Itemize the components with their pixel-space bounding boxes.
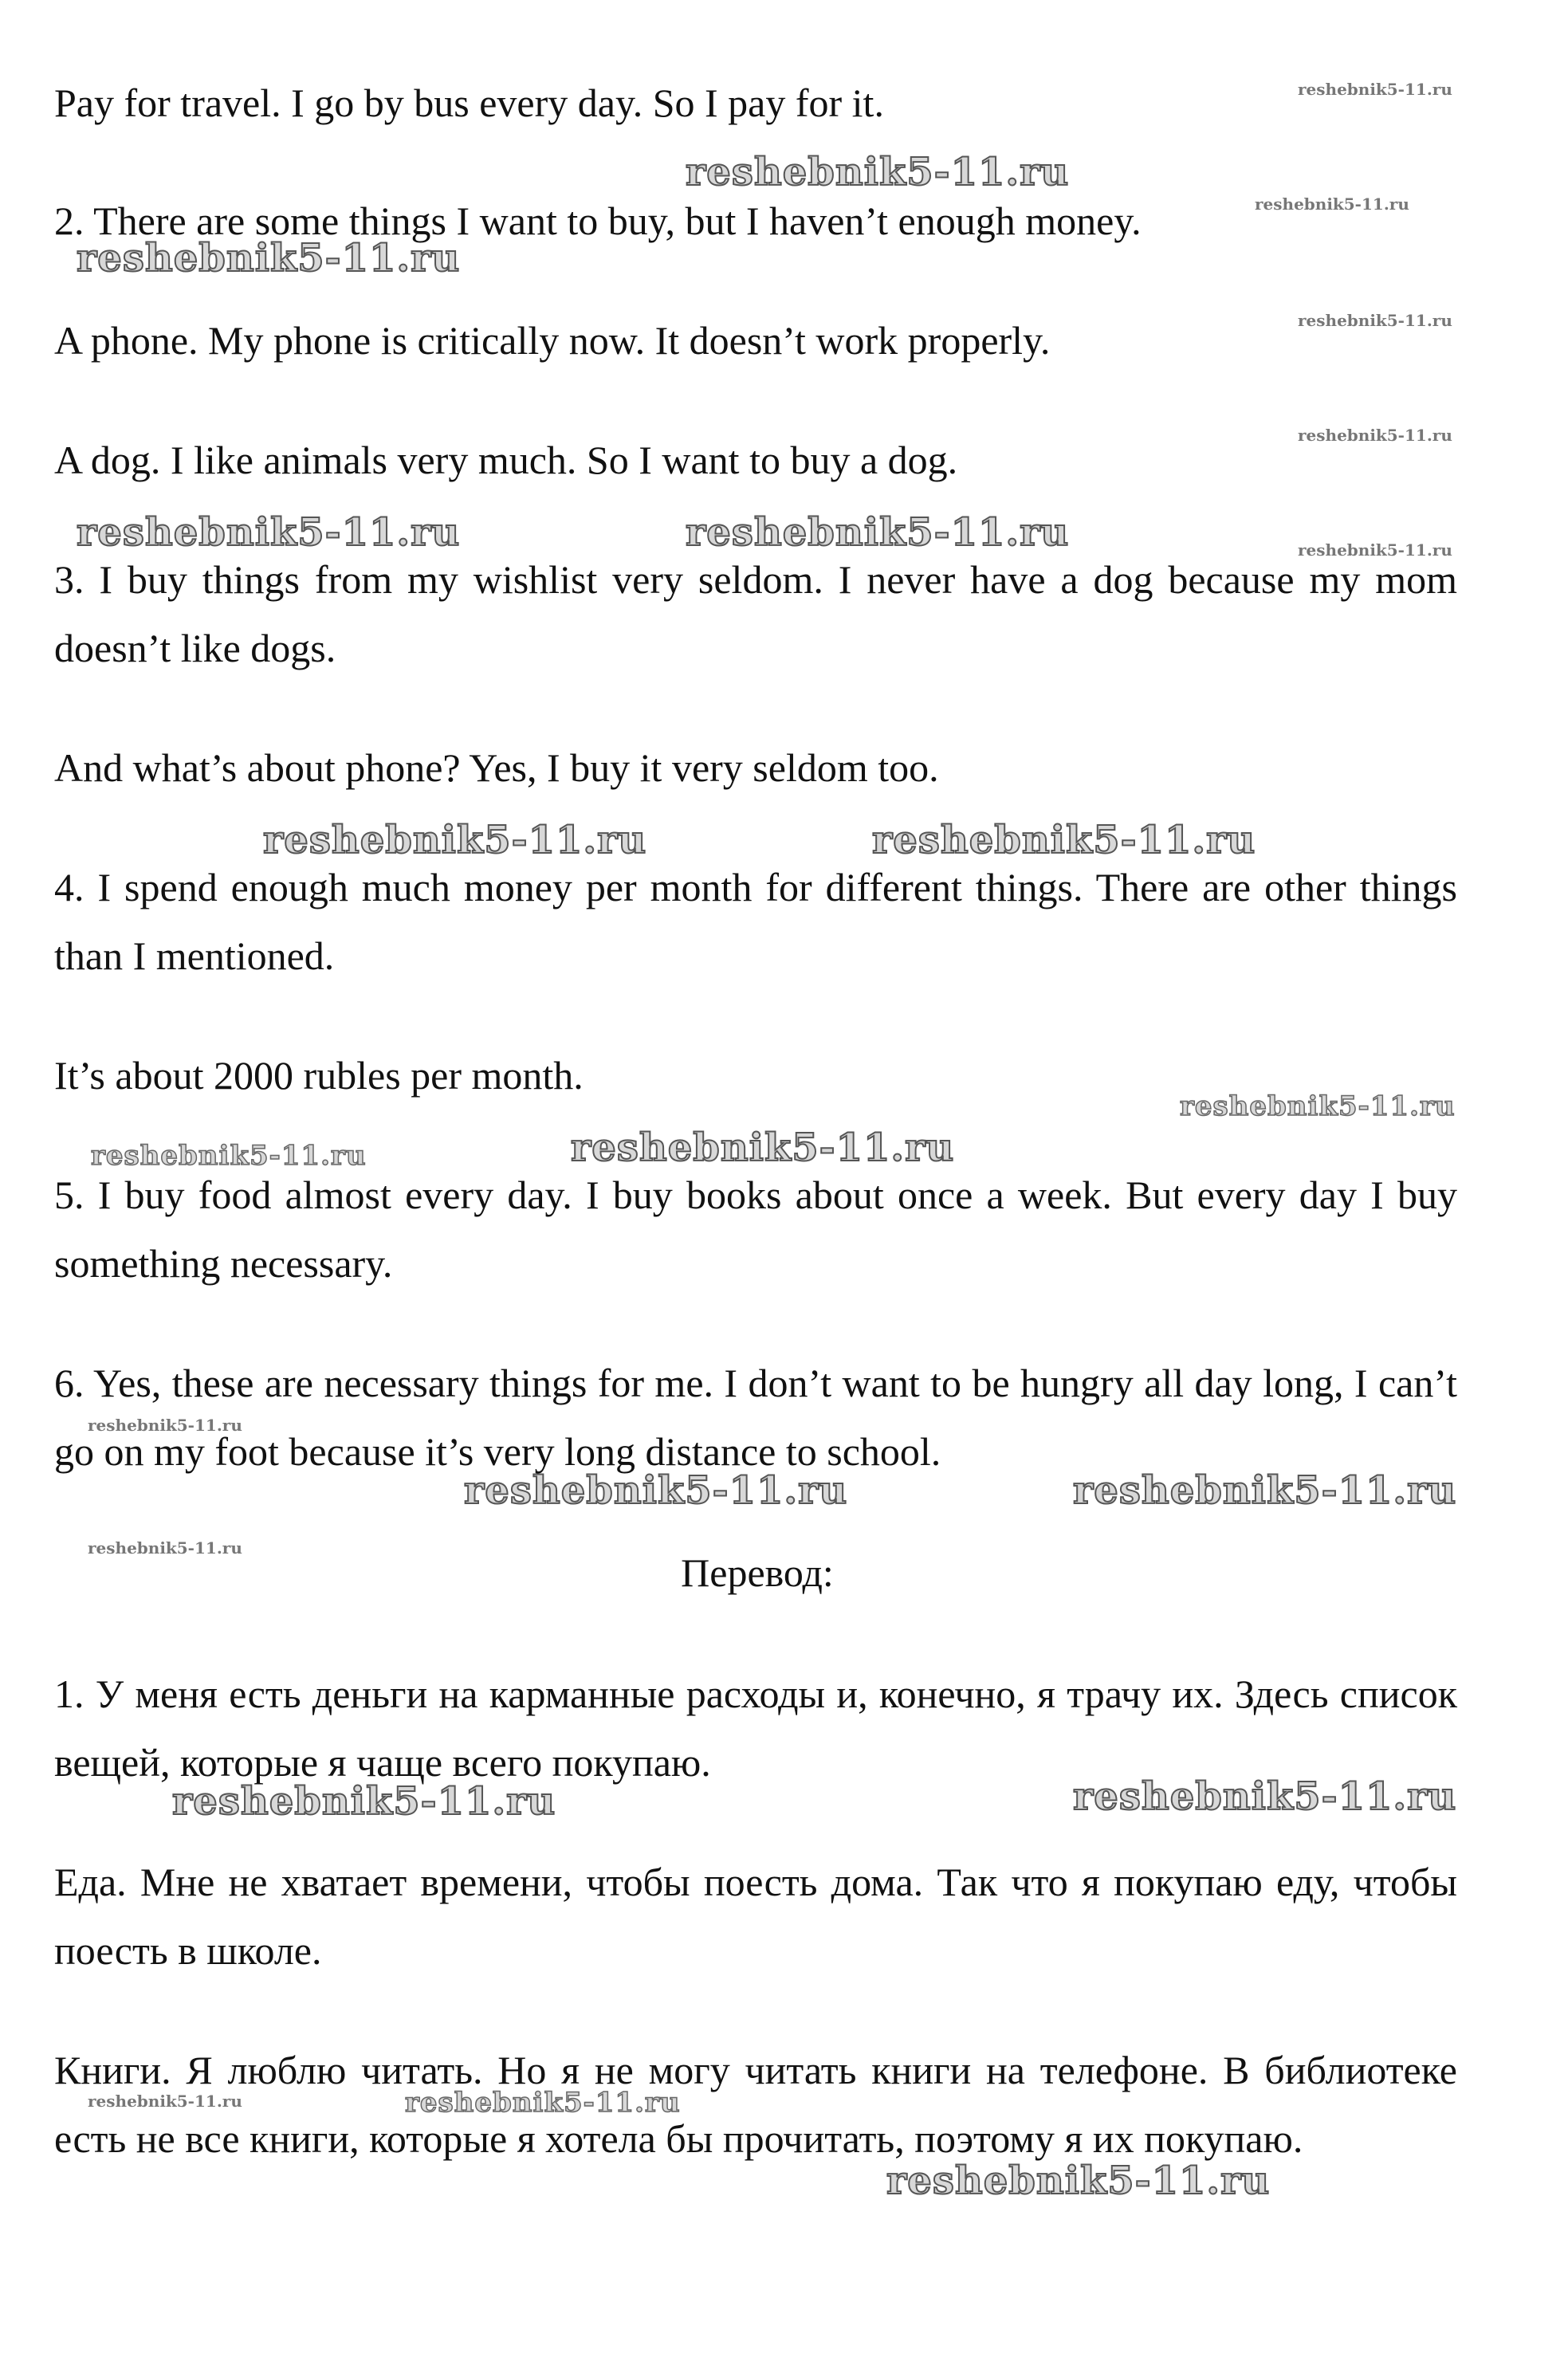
paragraph-pay-for-travel: Pay for travel. I go by bus every day. So I pay for it. xyxy=(54,81,884,125)
watermark: reshebnik5-11.ru xyxy=(686,510,1070,555)
paragraph-phone: A phone. My phone is critically now. It doesn’t work properly. xyxy=(54,318,1051,363)
paragraph-question-3: 3. I buy things from my wishlist very seldom. I never have a dog because my mom doesn’t like dogs. xyxy=(54,557,1457,670)
translation-heading: Перевод: xyxy=(681,1550,834,1595)
watermark: reshebnik5-11.ru xyxy=(1298,540,1452,560)
watermark: reshebnik5-11.ru xyxy=(263,818,647,862)
watermark: reshebnik5-11.ru xyxy=(88,1416,242,1435)
paragraph-question-4: 4. I spend enough much money per month for different things. There are other things than I mentioned. xyxy=(54,865,1457,978)
watermark: reshebnik5-11.ru xyxy=(1180,1090,1456,1122)
watermark: reshebnik5-11.ru xyxy=(571,1125,955,1170)
watermark: reshebnik5-11.ru xyxy=(686,150,1070,194)
paragraph-question-5: 5. I buy food almost every day. I buy books about once a week. But every day I buy something necessary. xyxy=(54,1173,1457,1286)
watermark: reshebnik5-11.ru xyxy=(88,2092,242,2111)
paragraph-dog: A dog. I like animals very much. So I want to buy a dog. xyxy=(54,438,958,482)
translation-paragraph-books: Книги. Я люблю читать. Но я не могу читать книги на телефоне. В библиотеке есть не все книги, которые я хотела бы прочитать, поэтому я их покупаю. xyxy=(54,2048,1457,2161)
watermark: reshebnik5-11.ru xyxy=(1073,1468,1457,1513)
watermark: reshebnik5-11.ru xyxy=(91,1140,367,1172)
watermark: reshebnik5-11.ru xyxy=(77,236,461,281)
watermark: reshebnik5-11.ru xyxy=(88,1538,242,1558)
watermark: reshebnik5-11.ru xyxy=(1298,311,1452,330)
paragraph-question-2: 2. There are some things I want to buy, but I haven’t enough money. xyxy=(54,198,1142,243)
paragraph-question-6: 6. Yes, these are necessary things for me. I don’t want to be hungry all day long, I can’t go on my foot because it’s very long distance to school. xyxy=(54,1361,1457,1474)
paragraph-rubles: It’s about 2000 rubles per month. xyxy=(54,1053,584,1098)
translation-paragraph-1: 1. У меня есть деньги на карманные расходы и, конечно, я трачу их. Здесь список вещей, которые я чаще всего покупаю. xyxy=(54,1672,1457,1785)
translation-paragraph-food: Еда. Мне не хватает времени, чтобы поесть дома. Так что я покупаю еду, чтобы поесть в школе. xyxy=(54,1860,1457,1973)
watermark: reshebnik5-11.ru xyxy=(1073,1774,1457,1819)
watermark: reshebnik5-11.ru xyxy=(886,2159,1271,2203)
watermark: reshebnik5-11.ru xyxy=(405,2087,681,2119)
watermark: reshebnik5-11.ru xyxy=(464,1468,848,1513)
watermark: reshebnik5-11.ru xyxy=(872,818,1256,862)
watermark: reshebnik5-11.ru xyxy=(172,1779,556,1824)
watermark: reshebnik5-11.ru xyxy=(77,510,461,555)
watermark: reshebnik5-11.ru xyxy=(1255,194,1409,214)
watermark: reshebnik5-11.ru xyxy=(1298,80,1452,99)
watermark: reshebnik5-11.ru xyxy=(1298,426,1452,445)
paragraph-phone-seldom: And what’s about phone? Yes, I buy it very seldom too. xyxy=(54,745,939,790)
